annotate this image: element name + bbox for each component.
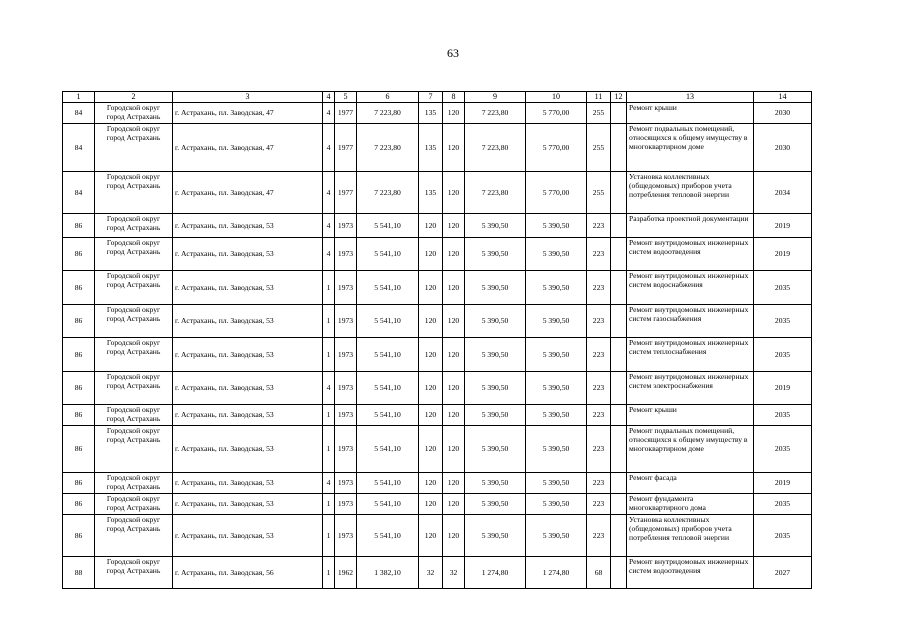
table-row <box>63 425 812 472</box>
cell-apartments: 120 <box>419 472 443 493</box>
cell-work-type: Ремонт внутридомовых инженерных систем электроснабжения <box>627 371 754 404</box>
cell-room-count: 223 <box>587 425 611 472</box>
cell-room-count: 223 <box>587 304 611 337</box>
cell-total-area: 7 223,80 <box>357 123 419 171</box>
cell-empty <box>611 493 627 514</box>
cell-address: г. Астрахань, пл. Заводская, 53 <box>173 404 323 425</box>
column-header-1: 1 <box>63 92 95 103</box>
table-row <box>63 102 812 123</box>
cell-address: г. Астрахань, пл. Заводская, 56 <box>173 556 323 588</box>
cell-residents: 120 <box>443 371 465 404</box>
cell-floors: 1 <box>323 404 335 425</box>
column-header-5: 5 <box>335 92 357 103</box>
cell-residents: 120 <box>443 171 465 213</box>
cell-year-built: 1973 <box>335 213 357 237</box>
cell-address: г. Астрахань, пл. Заводская, 47 <box>173 123 323 171</box>
cell-work-type: Ремонт внутридомовых инженерных систем водоснабжения <box>627 270 754 304</box>
cell-row-number: 86 <box>63 425 95 472</box>
cell-address: г. Астрахань, пл. Заводская, 53 <box>173 371 323 404</box>
table-body <box>63 102 812 588</box>
cell-municipality: Городской округ город Астрахань <box>95 237 173 270</box>
cell-total-area: 1 382,10 <box>357 556 419 588</box>
cell-room-count: 255 <box>587 171 611 213</box>
cell-address: г. Астрахань, пл. Заводская, 47 <box>173 102 323 123</box>
cell-row-number: 84 <box>63 171 95 213</box>
cell-total-area: 5 541,10 <box>357 493 419 514</box>
cell-address: г. Астрахань, пл. Заводская, 53 <box>173 304 323 337</box>
cell-year-built: 1977 <box>335 123 357 171</box>
cell-room-count: 223 <box>587 493 611 514</box>
cell-row-number: 86 <box>63 472 95 493</box>
cell-living-area: 5 390,50 <box>465 472 526 493</box>
column-header-7: 7 <box>419 92 443 103</box>
cell-planned-year: 2030 <box>754 123 812 171</box>
cell-floors: 4 <box>323 371 335 404</box>
cell-total-area: 5 541,10 <box>357 425 419 472</box>
cell-row-number: 86 <box>63 270 95 304</box>
cell-planned-year: 2019 <box>754 237 812 270</box>
table-row <box>63 304 812 337</box>
cell-living-area: 5 390,50 <box>465 371 526 404</box>
cell-total-area: 5 541,10 <box>357 404 419 425</box>
table-row <box>63 237 812 270</box>
table-row <box>63 371 812 404</box>
cell-apartments: 120 <box>419 371 443 404</box>
cell-room-count: 68 <box>587 556 611 588</box>
cell-planned-year: 2019 <box>754 371 812 404</box>
cell-apartments: 32 <box>419 556 443 588</box>
cell-room-count: 223 <box>587 404 611 425</box>
cell-owned-area: 1 274,80 <box>526 556 587 588</box>
cell-floors: 1 <box>323 514 335 556</box>
cell-apartments: 120 <box>419 493 443 514</box>
cell-row-number: 86 <box>63 304 95 337</box>
cell-row-number: 86 <box>63 404 95 425</box>
cell-empty <box>611 213 627 237</box>
cell-apartments: 120 <box>419 404 443 425</box>
cell-row-number: 86 <box>63 337 95 371</box>
cell-municipality: Городской округ город Астрахань <box>95 404 173 425</box>
table-row <box>63 493 812 514</box>
column-header-9: 9 <box>465 92 526 103</box>
cell-address: г. Астрахань, пл. Заводская, 53 <box>173 425 323 472</box>
cell-row-number: 86 <box>63 237 95 270</box>
column-header-13: 13 <box>627 92 754 103</box>
cell-floors: 1 <box>323 425 335 472</box>
cell-living-area: 5 390,50 <box>465 237 526 270</box>
cell-empty <box>611 102 627 123</box>
cell-room-count: 223 <box>587 472 611 493</box>
cell-work-type: Ремонт крыши <box>627 404 754 425</box>
cell-work-type: Ремонт крыши <box>627 102 754 123</box>
cell-address: г. Астрахань, пл. Заводская, 53 <box>173 514 323 556</box>
column-header-12: 12 <box>611 92 627 103</box>
cell-apartments: 120 <box>419 304 443 337</box>
cell-total-area: 5 541,10 <box>357 371 419 404</box>
cell-room-count: 223 <box>587 337 611 371</box>
column-header-10: 10 <box>526 92 587 103</box>
cell-year-built: 1973 <box>335 237 357 270</box>
cell-owned-area: 5 390,50 <box>526 472 587 493</box>
cell-municipality: Городской округ город Астрахань <box>95 171 173 213</box>
cell-room-count: 223 <box>587 514 611 556</box>
cell-floors: 1 <box>323 304 335 337</box>
cell-total-area: 5 541,10 <box>357 337 419 371</box>
cell-municipality: Городской округ город Астрахань <box>95 425 173 472</box>
cell-planned-year: 2035 <box>754 270 812 304</box>
table-header-row <box>63 92 812 103</box>
cell-work-type: Установка коллективных (общедомовых) приборов учета потребления тепловой энергии <box>627 171 754 213</box>
cell-living-area: 7 223,80 <box>465 171 526 213</box>
cell-room-count: 255 <box>587 102 611 123</box>
cell-work-type: Ремонт подвальных помещений, относящихся к общему имуществу в многоквартирном доме <box>627 425 754 472</box>
cell-address: г. Астрахань, пл. Заводская, 53 <box>173 493 323 514</box>
cell-residents: 32 <box>443 556 465 588</box>
cell-apartments: 120 <box>419 237 443 270</box>
cell-row-number: 86 <box>63 514 95 556</box>
cell-residents: 120 <box>443 404 465 425</box>
cell-planned-year: 2027 <box>754 556 812 588</box>
cell-municipality: Городской округ город Астрахань <box>95 304 173 337</box>
cell-owned-area: 5 390,50 <box>526 404 587 425</box>
cell-owned-area: 5 390,50 <box>526 237 587 270</box>
cell-floors: 1 <box>323 337 335 371</box>
cell-total-area: 5 541,10 <box>357 270 419 304</box>
cell-residents: 120 <box>443 472 465 493</box>
cell-residents: 120 <box>443 102 465 123</box>
cell-owned-area: 5 770,00 <box>526 171 587 213</box>
column-header-6: 6 <box>357 92 419 103</box>
column-header-14: 14 <box>754 92 812 103</box>
cell-row-number: 86 <box>63 371 95 404</box>
cell-owned-area: 5 390,50 <box>526 213 587 237</box>
cell-planned-year: 2035 <box>754 425 812 472</box>
cell-living-area: 5 390,50 <box>465 404 526 425</box>
cell-living-area: 5 390,50 <box>465 270 526 304</box>
cell-year-built: 1973 <box>335 472 357 493</box>
cell-year-built: 1962 <box>335 556 357 588</box>
cell-residents: 120 <box>443 514 465 556</box>
cell-floors: 4 <box>323 472 335 493</box>
cell-empty <box>611 237 627 270</box>
cell-year-built: 1973 <box>335 371 357 404</box>
cell-living-area: 5 390,50 <box>465 425 526 472</box>
cell-floors: 1 <box>323 556 335 588</box>
cell-year-built: 1973 <box>335 270 357 304</box>
cell-row-number: 86 <box>63 213 95 237</box>
column-header-2: 2 <box>95 92 173 103</box>
cell-total-area: 7 223,80 <box>357 171 419 213</box>
cell-work-type: Ремонт внутридомовых инженерных систем газоснабжения <box>627 304 754 337</box>
cell-work-type: Ремонт внутридомовых инженерных систем водоотведения <box>627 237 754 270</box>
cell-apartments: 135 <box>419 102 443 123</box>
column-header-11: 11 <box>587 92 611 103</box>
table-row <box>63 123 812 171</box>
table-row <box>63 337 812 371</box>
cell-municipality: Городской округ город Астрахань <box>95 556 173 588</box>
table-row <box>63 556 812 588</box>
cell-municipality: Городской округ город Астрахань <box>95 213 173 237</box>
cell-owned-area: 5 390,50 <box>526 337 587 371</box>
cell-municipality: Городской округ город Астрахань <box>95 514 173 556</box>
cell-municipality: Городской округ город Астрахань <box>95 337 173 371</box>
cell-municipality: Городской округ город Астрахань <box>95 270 173 304</box>
cell-municipality: Городской округ город Астрахань <box>95 371 173 404</box>
cell-empty <box>611 371 627 404</box>
cell-planned-year: 2035 <box>754 337 812 371</box>
cell-planned-year: 2035 <box>754 514 812 556</box>
column-header-3: 3 <box>173 92 323 103</box>
cell-empty <box>611 270 627 304</box>
cell-owned-area: 5 390,50 <box>526 493 587 514</box>
cell-living-area: 5 390,50 <box>465 213 526 237</box>
cell-owned-area: 5 390,50 <box>526 514 587 556</box>
cell-empty <box>611 123 627 171</box>
cell-residents: 120 <box>443 270 465 304</box>
cell-empty <box>611 404 627 425</box>
cell-residents: 120 <box>443 425 465 472</box>
cell-living-area: 5 390,50 <box>465 337 526 371</box>
cell-empty <box>611 472 627 493</box>
cell-residents: 120 <box>443 304 465 337</box>
cell-municipality: Городской округ город Астрахань <box>95 123 173 171</box>
cell-floors: 4 <box>323 102 335 123</box>
cell-work-type: Разработка проектной документации <box>627 213 754 237</box>
cell-work-type: Ремонт внутридомовых инженерных систем водоотведения <box>627 556 754 588</box>
table-row <box>63 171 812 213</box>
cell-address: г. Астрахань, пл. Заводская, 53 <box>173 237 323 270</box>
cell-empty <box>611 425 627 472</box>
cell-owned-area: 5 390,50 <box>526 425 587 472</box>
cell-work-type: Ремонт внутридомовых инженерных систем теплоснабжения <box>627 337 754 371</box>
cell-room-count: 223 <box>587 237 611 270</box>
cell-living-area: 5 390,50 <box>465 514 526 556</box>
cell-year-built: 1977 <box>335 171 357 213</box>
cell-owned-area: 5 390,50 <box>526 304 587 337</box>
cell-row-number: 84 <box>63 123 95 171</box>
column-header-8: 8 <box>443 92 465 103</box>
table-row <box>63 514 812 556</box>
cell-living-area: 7 223,80 <box>465 123 526 171</box>
cell-total-area: 5 541,10 <box>357 472 419 493</box>
cell-floors: 1 <box>323 493 335 514</box>
cell-work-type: Установка коллективных (общедомовых) приборов учета потребления тепловой энергии <box>627 514 754 556</box>
cell-planned-year: 2034 <box>754 171 812 213</box>
cell-floors: 4 <box>323 123 335 171</box>
table-row <box>63 404 812 425</box>
cell-total-area: 7 223,80 <box>357 102 419 123</box>
cell-apartments: 120 <box>419 270 443 304</box>
cell-owned-area: 5 390,50 <box>526 270 587 304</box>
cell-work-type: Ремонт подвальных помещений, относящихся к общему имуществу в многоквартирном доме <box>627 123 754 171</box>
cell-floors: 4 <box>323 237 335 270</box>
cell-empty <box>611 337 627 371</box>
cell-year-built: 1973 <box>335 425 357 472</box>
cell-living-area: 5 390,50 <box>465 493 526 514</box>
cell-residents: 120 <box>443 493 465 514</box>
cell-owned-area: 5 770,00 <box>526 123 587 171</box>
table-row <box>63 270 812 304</box>
cell-empty <box>611 171 627 213</box>
cell-floors: 4 <box>323 213 335 237</box>
cell-room-count: 223 <box>587 270 611 304</box>
cell-residents: 120 <box>443 237 465 270</box>
cell-living-area: 5 390,50 <box>465 304 526 337</box>
cell-year-built: 1977 <box>335 102 357 123</box>
cell-total-area: 5 541,10 <box>357 237 419 270</box>
cell-owned-area: 5 390,50 <box>526 371 587 404</box>
cell-work-type: Ремонт фасада <box>627 472 754 493</box>
cell-empty <box>611 556 627 588</box>
capital-repair-table <box>62 91 812 589</box>
cell-room-count: 223 <box>587 213 611 237</box>
cell-address: г. Астрахань, пл. Заводская, 53 <box>173 270 323 304</box>
cell-municipality: Городской округ город Астрахань <box>95 472 173 493</box>
cell-empty <box>611 514 627 556</box>
cell-address: г. Астрахань, пл. Заводская, 53 <box>173 213 323 237</box>
cell-residents: 120 <box>443 337 465 371</box>
cell-apartments: 120 <box>419 514 443 556</box>
cell-year-built: 1973 <box>335 493 357 514</box>
cell-year-built: 1973 <box>335 514 357 556</box>
cell-municipality: Городской округ город Астрахань <box>95 102 173 123</box>
cell-empty <box>611 304 627 337</box>
cell-total-area: 5 541,10 <box>357 213 419 237</box>
column-header-4: 4 <box>323 92 335 103</box>
cell-address: г. Астрахань, пл. Заводская, 47 <box>173 171 323 213</box>
cell-owned-area: 5 770,00 <box>526 102 587 123</box>
cell-apartments: 135 <box>419 171 443 213</box>
cell-total-area: 5 541,10 <box>357 514 419 556</box>
cell-residents: 120 <box>443 123 465 171</box>
cell-year-built: 1973 <box>335 304 357 337</box>
cell-planned-year: 2030 <box>754 102 812 123</box>
cell-row-number: 84 <box>63 102 95 123</box>
cell-planned-year: 2035 <box>754 493 812 514</box>
cell-apartments: 120 <box>419 425 443 472</box>
cell-total-area: 5 541,10 <box>357 304 419 337</box>
cell-residents: 120 <box>443 213 465 237</box>
cell-work-type: Ремонт фундамента многоквартирного дома <box>627 493 754 514</box>
cell-living-area: 7 223,80 <box>465 102 526 123</box>
cell-apartments: 120 <box>419 337 443 371</box>
cell-room-count: 223 <box>587 371 611 404</box>
cell-room-count: 255 <box>587 123 611 171</box>
cell-row-number: 88 <box>63 556 95 588</box>
cell-address: г. Астрахань, пл. Заводская, 53 <box>173 472 323 493</box>
cell-apartments: 135 <box>419 123 443 171</box>
cell-planned-year: 2019 <box>754 472 812 493</box>
cell-municipality: Городской округ город Астрахань <box>95 493 173 514</box>
cell-planned-year: 2035 <box>754 304 812 337</box>
cell-row-number: 86 <box>63 493 95 514</box>
cell-planned-year: 2035 <box>754 404 812 425</box>
cell-floors: 4 <box>323 171 335 213</box>
cell-year-built: 1973 <box>335 337 357 371</box>
cell-planned-year: 2019 <box>754 213 812 237</box>
cell-address: г. Астрахань, пл. Заводская, 53 <box>173 337 323 371</box>
page-number: 63 <box>447 46 459 60</box>
cell-floors: 1 <box>323 270 335 304</box>
cell-year-built: 1973 <box>335 404 357 425</box>
cell-living-area: 1 274,80 <box>465 556 526 588</box>
table-row <box>63 213 812 237</box>
cell-apartments: 120 <box>419 213 443 237</box>
table-row <box>63 472 812 493</box>
